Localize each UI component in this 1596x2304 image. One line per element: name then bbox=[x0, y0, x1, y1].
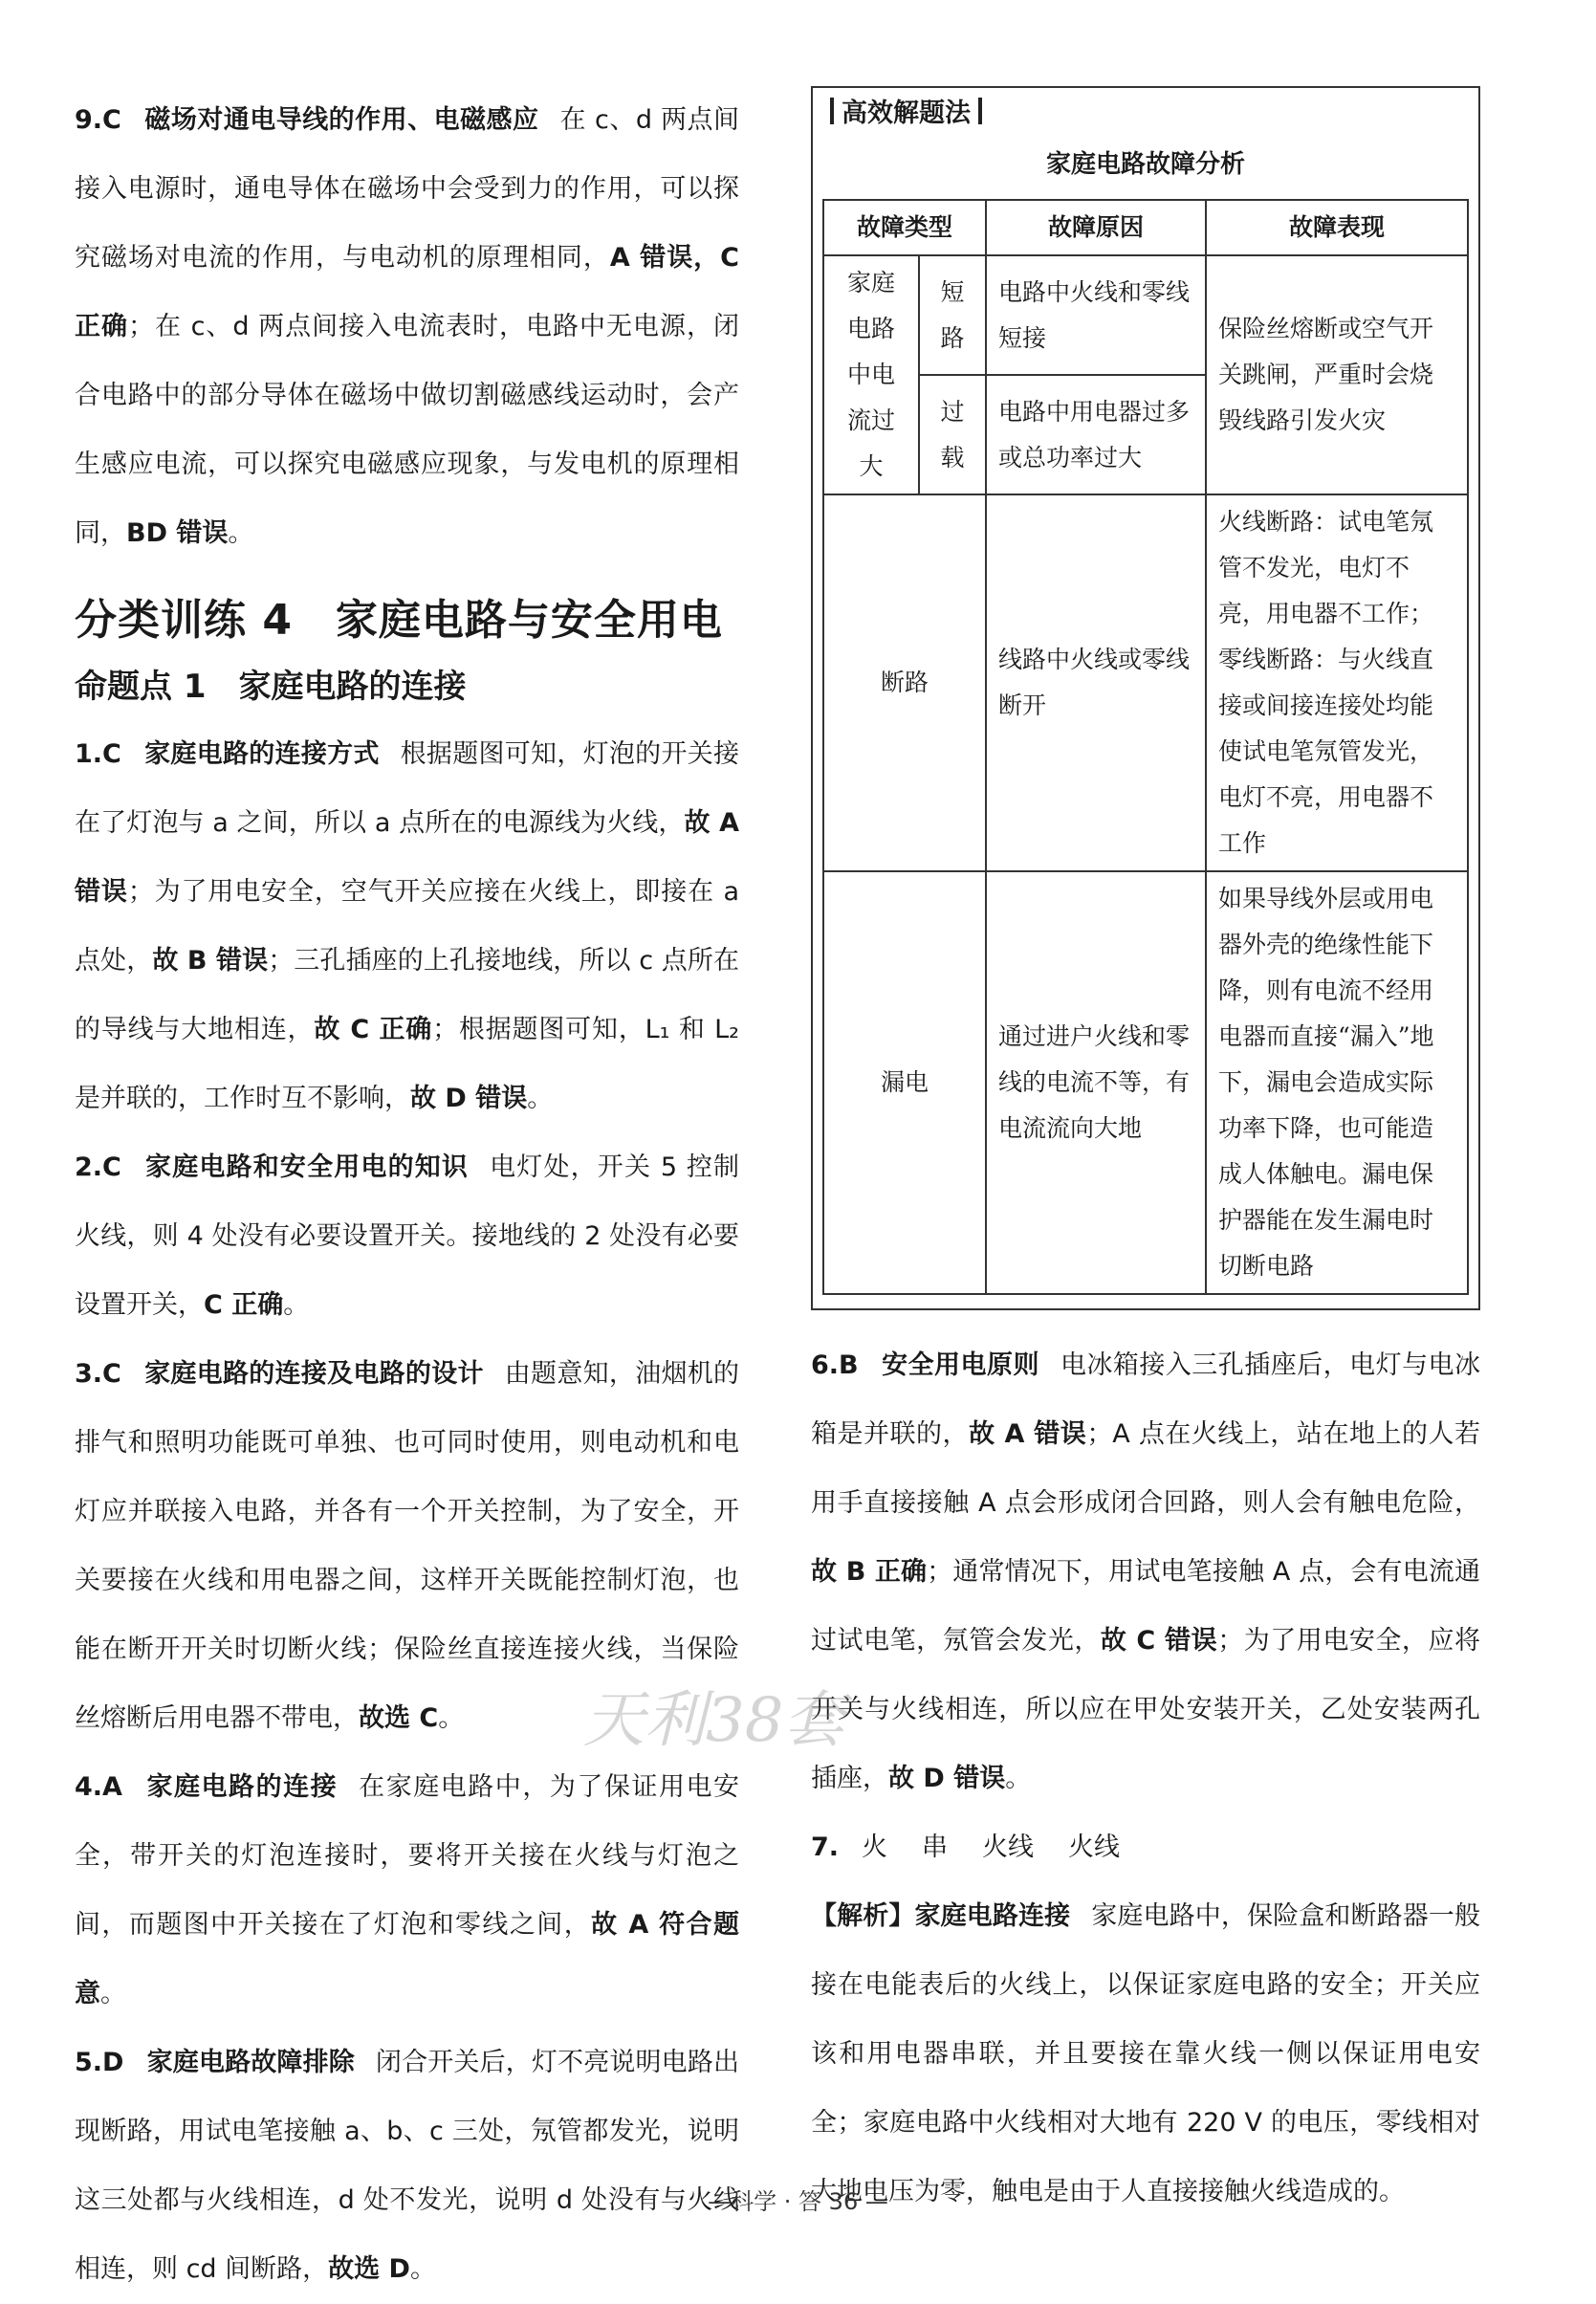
fill-answer: 火线 bbox=[982, 1832, 1035, 1862]
item-number: 1.C bbox=[75, 739, 121, 769]
method-box bbox=[811, 86, 1480, 1310]
answer-item-4 bbox=[75, 1753, 739, 2029]
fill-answer: 火线 bbox=[1068, 1832, 1121, 1862]
item-text: 在家庭电路中，为了保证用电安全，带开关的灯泡连接时，要将开关接在火线与灯泡之间，而题图中开关接在了灯泡和零线之间， bbox=[75, 1772, 740, 1940]
item-conclusion: 故 B 正确 bbox=[811, 1557, 928, 1587]
item-conclusion: 故 A 符合题意 bbox=[75, 1910, 739, 2008]
item-text: 电灯处，开关 5 控制火线，则 4 处没有必要设置开关。接地线的 2 处没有必要设置开关， bbox=[75, 1152, 740, 1320]
item-text: ；三孔插座的上孔接地线，所以 c 点所在的导线与大地相连， bbox=[75, 946, 740, 1044]
item-conclusion: 故 A 错误 bbox=[75, 808, 740, 907]
item-conclusion: 故选 D bbox=[328, 2254, 410, 2284]
overcurrent-label: 家庭电路中电流过大 bbox=[823, 255, 919, 494]
item-conclusion: 故 D 错误 bbox=[888, 1764, 1006, 1793]
item-keyword: 家庭电路的连接方式 bbox=[143, 739, 380, 769]
leakage-effect: 如果导线外层或用电器外壳的绝缘性能下降，则有电流不经用电器而直接“漏入”地下，漏电会造成实际功率下降，也可能造成人体触电。漏电保护器能在发生漏电时切断电路 bbox=[1206, 871, 1468, 1294]
item-text: ；为了用电安全，应将开关与火线相连，所以应在甲处安装开关，乙处安装两孔插座， bbox=[811, 1626, 1481, 1793]
item-text: 在 c、d 两点间接入电源时，通电导体在磁场中会受到力的作用，可以探究磁场对电流的作用，与电动机的原理相同， bbox=[75, 105, 739, 273]
bar-right-icon bbox=[978, 98, 982, 124]
item-text: 。 bbox=[283, 1290, 310, 1320]
overload-type: 过载 bbox=[919, 375, 986, 494]
fault-analysis-table bbox=[822, 199, 1469, 1295]
open-circuit-cause: 线路中火线或零线断开 bbox=[986, 494, 1206, 871]
left-column bbox=[75, 86, 739, 2304]
item-number: 2.C bbox=[75, 1152, 121, 1182]
fill-answer: 串 bbox=[922, 1832, 949, 1862]
item-conclusion: C 正确 bbox=[204, 1290, 284, 1320]
open-circuit-effect: 火线断路：试电笔氖管不发光，电灯不亮，用电器不工作；零线断路：与火线直接或间接连接处均能使试电笔氖管发光，电灯不亮，用电器不工作 bbox=[1206, 494, 1468, 871]
short-circuit-cause: 电路中火线和零线短接 bbox=[986, 255, 1206, 375]
item-text: 根据题图可知，灯泡的开关接在了灯泡与 a 之间，所以 a 点所在的电源线为火线， bbox=[75, 739, 740, 838]
answer-item-9 bbox=[75, 86, 739, 568]
table-title: 家庭电路故障分析 bbox=[1045, 150, 1245, 179]
answer-item-1 bbox=[75, 720, 739, 1133]
item-text: ；在 c、d 两点间接入电流表时，电路中无电源，闭合电路中的部分导体在磁场中做切割磁感线运动时，会产生感应电流，可以探究电磁感应现象，与发电机的原理相同， bbox=[75, 312, 740, 548]
item-conclusion: 故 A 错误 bbox=[969, 1419, 1087, 1449]
overload-cause: 电路中用电器过多或总功率过大 bbox=[986, 375, 1206, 494]
table-row bbox=[823, 494, 1468, 871]
subsection-title: 命题点 1 家庭电路的连接 bbox=[75, 668, 467, 706]
item-text: 。 bbox=[438, 1703, 465, 1733]
analysis-tag: 【解析】 bbox=[811, 1901, 915, 1931]
item-keyword: 安全用电原则 bbox=[881, 1350, 1039, 1380]
fill-answer: 火 bbox=[862, 1832, 888, 1862]
item-conclusion: 故 C 正确 bbox=[314, 1015, 433, 1044]
page-footer: —科学 · 答 36 — bbox=[708, 2188, 888, 2215]
short-circuit-type: 短路 bbox=[919, 255, 986, 375]
item-text: 。 bbox=[409, 2254, 436, 2284]
item-conclusion: 故 B 错误 bbox=[152, 946, 269, 976]
header-fault-type: 故障类型 bbox=[823, 200, 986, 255]
table-row bbox=[823, 255, 1468, 375]
item-text: ；A 点在火线上，站在地上的人若用手直接接触 A 点会形成闭合回路，则人会有触电危险， bbox=[811, 1419, 1480, 1518]
item-conclusion: BD 错误 bbox=[126, 518, 229, 548]
item-keyword: 家庭电路的连接及电路的设计 bbox=[143, 1359, 484, 1389]
right-column bbox=[811, 86, 1480, 2227]
method-box-label: 高效解题法 bbox=[842, 99, 971, 128]
item-keyword: 磁场对通电导线的作用、电磁感应 bbox=[143, 105, 539, 135]
answer-item-2 bbox=[75, 1133, 739, 1340]
item-text: 由题意知，油烟机的排气和照明功能既可单独、也可同时使用，则电动机和电灯应并联接入电路，并各有一个开关控制，为了安全，开关要接在火线和用电器之间，这样开关既能控制灯泡，也能在断开开关时切断火线；保险丝直接连接火线，当保险丝熔断后用电器不带电， bbox=[75, 1359, 740, 1733]
item-text: 家庭电路中，保险盒和断路器一般接在电能表后的火线上，以保证家庭电路的安全；开关应该和用电器串联，并且要接在靠火线一侧以保证用电安全；家庭电路中火线相对大地有 220 V 的电压，零线相对大地电压为零，触电是由于人直接接触火线造成的。 bbox=[811, 1901, 1480, 2206]
item-text: 。 bbox=[228, 518, 254, 548]
table-row bbox=[823, 871, 1468, 1294]
answer-item-6 bbox=[811, 1331, 1480, 1813]
item-text: 。 bbox=[100, 1979, 126, 2008]
item-number: 4.A bbox=[75, 1772, 122, 1802]
item-number: 6.B bbox=[811, 1350, 859, 1380]
method-box-header bbox=[822, 92, 1469, 129]
table-header-row bbox=[823, 200, 1468, 255]
item-keyword: 家庭电路和安全用电的知识 bbox=[143, 1152, 470, 1182]
item-conclusion: 故选 C bbox=[359, 1703, 439, 1733]
item-text: 。 bbox=[527, 1084, 554, 1113]
overcurrent-effect: 保险丝熔断或空气开关跳闸，严重时会烧毁线路引发火灾 bbox=[1206, 255, 1468, 494]
open-circuit-type: 断路 bbox=[823, 494, 986, 871]
item-conclusion: A 错误，C 正确 bbox=[75, 243, 739, 341]
watermark-text: 天利38套 bbox=[583, 1685, 845, 1756]
leakage-type: 漏电 bbox=[823, 871, 986, 1294]
item-text: ；通常情况下，用试电笔接触 A 点，会有电流通过试电笔，氖管会发光， bbox=[811, 1557, 1480, 1656]
item-text: 闭合开关后，灯不亮说明电路出现断路，用试电笔接触 a、b、c 三处，氖管都发光，说明这三处都与火线相连，d 处不发光，说明 d 处没有与火线相连，则 cd 间断路， bbox=[75, 2048, 740, 2284]
item-text: ；根据题图可知，L₁ 和 L₂ 是并联的，工作时互不影响， bbox=[75, 1015, 739, 1113]
header-fault-effect: 故障表现 bbox=[1206, 200, 1468, 255]
item-number: 3.C bbox=[75, 1359, 121, 1389]
section-title: 分类训练 4 家庭电路与安全用电 bbox=[75, 596, 723, 645]
item-text: ；为了用电安全，空气开关应接在火线上，即接在 a 点处， bbox=[75, 877, 739, 976]
answer-item-7 bbox=[811, 1813, 1480, 1882]
item-number: 7. bbox=[811, 1832, 840, 1862]
item-conclusion: 故 C 错误 bbox=[1100, 1626, 1218, 1656]
item-text: 。 bbox=[1005, 1764, 1032, 1793]
item-number: 5.D bbox=[75, 2048, 124, 2077]
item-keyword: 家庭电路连接 bbox=[914, 1901, 1071, 1931]
item-keyword: 家庭电路故障排除 bbox=[146, 2048, 355, 2077]
item-keyword: 家庭电路的连接 bbox=[144, 1772, 339, 1802]
answer-item-7-analysis bbox=[811, 1882, 1480, 2227]
item-number: 9.C bbox=[75, 105, 121, 135]
bar-left-icon bbox=[830, 98, 834, 124]
answer-item-5 bbox=[75, 2029, 739, 2304]
answer-item-3 bbox=[75, 1340, 739, 1753]
leakage-cause: 通过进户火线和零线的电流不等，有电流流向大地 bbox=[986, 871, 1206, 1294]
item-text: 电冰箱接入三孔插座后，电灯与电冰箱是并联的， bbox=[811, 1350, 1481, 1449]
item-conclusion: 故 D 错误 bbox=[410, 1084, 528, 1113]
header-fault-cause: 故障原因 bbox=[986, 200, 1206, 255]
